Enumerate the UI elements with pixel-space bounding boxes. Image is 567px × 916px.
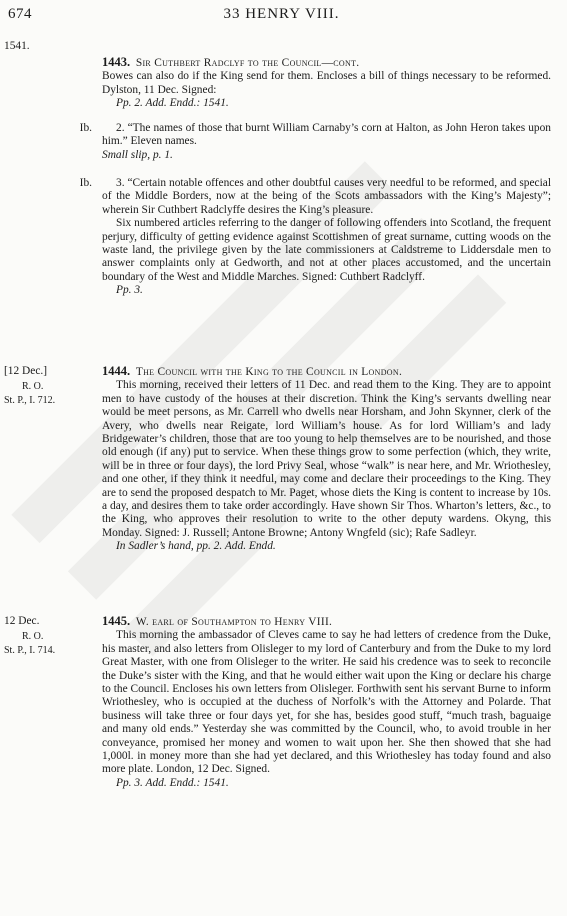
entry-footer: Small slip, p. 1. xyxy=(102,148,173,161)
entry-text: 3. “Certain notable offences and other doubtful causes very needful to be reformed, and special of the Middle Borders, now at the being of the Scots ambassadors with the King’s Majesty”; wherein Sir Cuthbert Radclyffe desires the King’s pleasure. xyxy=(102,177,551,216)
entry-text: 2. “The names of those that burnt William Carnaby’s corn at Halton, as John Heron takes upon him.” Eleven names. xyxy=(102,122,551,148)
margin-date: 12 Dec. xyxy=(4,615,40,627)
entry-heading: Sir Cuthbert Radclyf to the Council—cont. xyxy=(135,57,360,69)
entry-number: 1443. xyxy=(102,55,131,69)
margin-ib: Ib. xyxy=(79,177,92,189)
entry-footer: Pp. 3. xyxy=(116,284,143,297)
entry-1443 xyxy=(102,56,551,111)
entry-footer: In Sadler’s hand, pp. 2. Add. Endd. xyxy=(116,540,276,553)
page-number: 674 xyxy=(8,6,32,22)
entry-heading: The Council with the King to the Council in London. xyxy=(135,366,403,378)
entry-footer: Pp. 3. Add. Endd.: 1541. xyxy=(116,776,229,789)
entry-number: 1445. xyxy=(102,614,131,628)
margin-date: [12 Dec.] xyxy=(4,365,48,377)
entry-text: This morning the ambassador of Cleves came to say he had letters of credence from the Duke, his master, and also letters from Olisleger to my lord of Canterbury and from the Duke to my lord Great Master, with one from Olisleger to the writer. He said his credence was to seek to reconcile the Duke’s sister with the King, and that he would either wait upon the King or declare his charge to the Council. Encloses his own letters from Olisleger. Forthwith sent his servant Burne to inform Wriothesley, who is occupied at the duchess of Norfolk’s with the Attorney and Polarde. That business will take three or four days yet, for she has, besides good stuff, “much trash, baguaige and many old ends.” Yesterday she was committed by the Council, who, to avoid trouble in her conveyance, promised her money and women to wait upon her. She then showed that she had 1,000l. in money more than she had yet declared, and this Wriothesley has today found and also more plate. London, 12 Dec. Signed. xyxy=(102,629,551,776)
entry-footer: Pp. 2. Add. Endd.: 1541. xyxy=(116,97,229,110)
entry-text: Bowes can also do if the King send for them. Encloses a bill of things necessary to be reformed. Dylston, 11 Dec. Signed: xyxy=(102,70,551,96)
entry-number: 1444. xyxy=(102,364,131,378)
entry-1443-3 xyxy=(102,177,551,298)
entry-1445 xyxy=(102,615,551,790)
margin-year: 1541. xyxy=(4,40,30,52)
margin-source: R. O. xyxy=(22,381,44,392)
entry-text: Six numbered articles referring to the danger of following offenders into Scotland, the frequent perjury, difficulty of getting evidence against Scottishmen of great surname, cutting woods on the waste land, the privilege given by the late commissioners at Caldstreme to Liddersdale men to answer complaints only at Gedworth, and not at other places accustomed, and the uncertain boundary of the West and Middle Marches. Signed: Cuthbert Radclyff. xyxy=(102,217,551,283)
margin-source: R. O. xyxy=(22,631,44,642)
running-title: 33 HENRY VIII. xyxy=(223,6,340,22)
entry-1444 xyxy=(102,365,551,554)
margin-ib: Ib. xyxy=(79,122,92,134)
margin-ref: St. P., I. 712. xyxy=(4,395,56,406)
entry-1443-2 xyxy=(102,122,551,162)
margin-ref: St. P., I. 714. xyxy=(4,645,56,656)
entry-text: This morning, received their letters of 11 Dec. and read them to the King. They are to appoint men to have custody of the houses at their discretion. Think the King’s servants dwelling near would be meet persons, as Mr. Carrell who dwells near Horsham, and John Skynner, clerk of the Avery, who dwells near Reigate, lord William’s house. As for lord William’s and lady Bridgewater’s children, those that are too young to help themselves are to be nourished, and those old enough (if any) put to service. When these things grow to some perfection (which, they write, will be in three or four days), the lord Privy Seal, whose “walk” is near here, and Mr. Wriothesley, and one other, if they think it needful, may come and declare their proceedings to the King. They are to send the proposed despatch to Mr. Paget, whose diets the King is content to increase by 10s. a day, and desires them to take order accordingly. Have shown Sir Thos. Wharton’s letters, &c., to the King, who approves their resolution to write to the other deputy wardens. Okyng, this Monday. Signed: J. Russell; Antone Browne; Antony Wngfeld (sic); Rafe Sadleyr. xyxy=(102,379,551,539)
running-header xyxy=(8,6,555,28)
entry-heading: W. earl of Southampton to Henry VIII. xyxy=(135,616,333,628)
